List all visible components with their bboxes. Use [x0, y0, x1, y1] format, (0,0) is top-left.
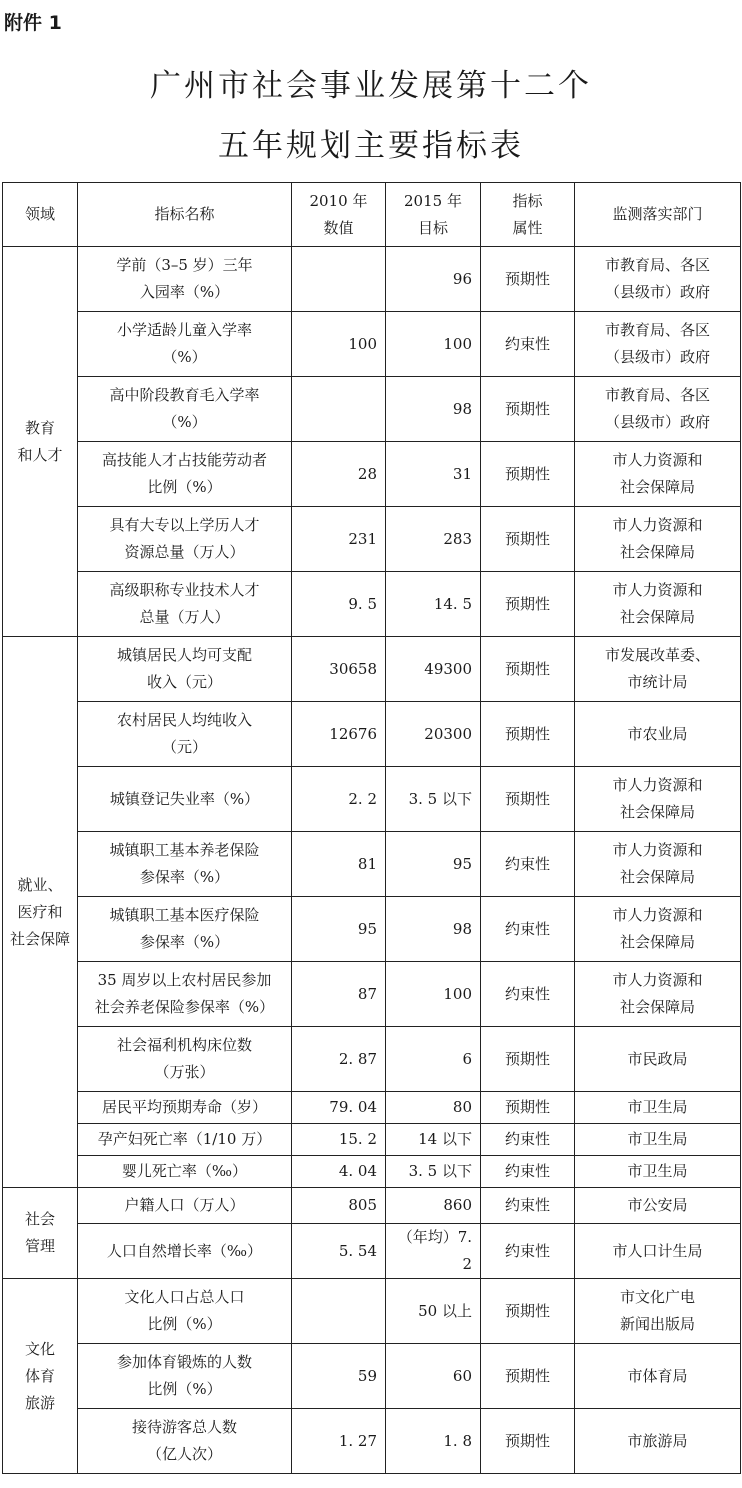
indicator-attribute: 预期性 [481, 442, 575, 507]
table-row [3, 897, 741, 962]
indicator-attribute: 预期性 [481, 377, 575, 442]
table-row [3, 1124, 741, 1156]
value-2010: 2. 2 [292, 767, 386, 832]
indicator-name: 农村居民人均纯收入 （元） [78, 702, 292, 767]
responsible-department: 市公安局 [575, 1188, 741, 1224]
responsible-department: 市农业局 [575, 702, 741, 767]
target-2015: 80 [386, 1092, 481, 1124]
indicator-name: 高中阶段教育毛入学率 （%） [78, 377, 292, 442]
target-2015: 20300 [386, 702, 481, 767]
indicator-attribute: 约束性 [481, 897, 575, 962]
indicator-attribute: 约束性 [481, 312, 575, 377]
value-2010: 30658 [292, 637, 386, 702]
responsible-department: 市发展改革委、 市统计局 [575, 637, 741, 702]
indicator-attribute: 预期性 [481, 1092, 575, 1124]
target-2015: 60 [386, 1344, 481, 1409]
indicator-name: 小学适龄儿童入学率 （%） [78, 312, 292, 377]
indicator-attribute: 预期性 [481, 637, 575, 702]
table-row [3, 1188, 741, 1224]
value-2010 [292, 377, 386, 442]
target-2015: 14. 5 [386, 572, 481, 637]
indicator-attribute: 预期性 [481, 1279, 575, 1344]
header-domain: 领域 [3, 183, 78, 247]
value-2010: 15. 2 [292, 1124, 386, 1156]
page-title-line-1: 广州市社会事业发展第十二个 [150, 68, 592, 104]
indicator-attribute: 预期性 [481, 1344, 575, 1409]
indicator-attribute: 预期性 [481, 507, 575, 572]
target-2015: 95 [386, 832, 481, 897]
indicator-name: 具有大专以上学历人才 资源总量（万人） [78, 507, 292, 572]
value-2010: 805 [292, 1188, 386, 1224]
responsible-department: 市人口计生局 [575, 1224, 741, 1279]
table-row [3, 247, 741, 312]
header-department: 监测落实部门 [575, 183, 741, 247]
table-row [3, 1409, 741, 1474]
table-row [3, 1156, 741, 1188]
target-2015: 3. 5 以下 [386, 767, 481, 832]
indicator-name: 孕产妇死亡率（1/10 万） [78, 1124, 292, 1156]
indicator-name: 接待游客总人数 （亿人次） [78, 1409, 292, 1474]
indicator-name: 居民平均预期寿命（岁） [78, 1092, 292, 1124]
header-2010-value: 2010 年 数值 [292, 183, 386, 247]
value-2010: 1. 27 [292, 1409, 386, 1474]
indicator-name: 高级职称专业技术人才 总量（万人） [78, 572, 292, 637]
domain-cell-education: 教育 和人才 [3, 247, 78, 637]
table-row [3, 312, 741, 377]
responsible-department: 市卫生局 [575, 1124, 741, 1156]
responsible-department: 市人力资源和 社会保障局 [575, 507, 741, 572]
domain-cell-employment-social-security: 就业、 医疗和 社会保障 [3, 637, 78, 1188]
responsible-department: 市教育局、各区 （县级市）政府 [575, 312, 741, 377]
indicator-name: 高技能人才占技能劳动者 比例（%） [78, 442, 292, 507]
attachment-label: 附件 1 [4, 12, 62, 34]
indicator-name: 户籍人口（万人） [78, 1188, 292, 1224]
table-row [3, 572, 741, 637]
indicator-name: 参加体育锻炼的人数 比例（%） [78, 1344, 292, 1409]
value-2010: 79. 04 [292, 1092, 386, 1124]
value-2010: 59 [292, 1344, 386, 1409]
value-2010: 9. 5 [292, 572, 386, 637]
responsible-department: 市人力资源和 社会保障局 [575, 572, 741, 637]
table-row [3, 1344, 741, 1409]
responsible-department: 市人力资源和 社会保障局 [575, 442, 741, 507]
target-2015: 14 以下 [386, 1124, 481, 1156]
target-2015: 49300 [386, 637, 481, 702]
table-header-row [3, 183, 741, 247]
header-2015-target: 2015 年 目标 [386, 183, 481, 247]
responsible-department: 市人力资源和 社会保障局 [575, 897, 741, 962]
indicator-name: 城镇登记失业率（%） [78, 767, 292, 832]
target-2015: 6 [386, 1027, 481, 1092]
target-2015: 98 [386, 897, 481, 962]
indicator-attribute: 约束性 [481, 962, 575, 1027]
indicator-attribute: 约束性 [481, 1124, 575, 1156]
target-2015: 283 [386, 507, 481, 572]
target-2015: 98 [386, 377, 481, 442]
indicator-table [2, 182, 741, 1474]
responsible-department: 市人力资源和 社会保障局 [575, 767, 741, 832]
indicator-name: 35 周岁以上农村居民参加 社会养老保险参保率（%） [78, 962, 292, 1027]
target-2015: 860 [386, 1188, 481, 1224]
responsible-department: 市民政局 [575, 1027, 741, 1092]
value-2010 [292, 1279, 386, 1344]
indicator-attribute: 约束性 [481, 1156, 575, 1188]
indicator-attribute: 预期性 [481, 572, 575, 637]
value-2010: 87 [292, 962, 386, 1027]
value-2010: 81 [292, 832, 386, 897]
value-2010: 5. 54 [292, 1224, 386, 1279]
target-2015: 3. 5 以下 [386, 1156, 481, 1188]
value-2010: 100 [292, 312, 386, 377]
indicator-attribute: 约束性 [481, 832, 575, 897]
responsible-department: 市旅游局 [575, 1409, 741, 1474]
responsible-department: 市卫生局 [575, 1092, 741, 1124]
target-2015: （年均）7. 2 [386, 1224, 481, 1279]
table-row [3, 1279, 741, 1344]
indicator-attribute: 预期性 [481, 1409, 575, 1474]
header-attribute: 指标 属性 [481, 183, 575, 247]
responsible-department: 市体育局 [575, 1344, 741, 1409]
responsible-department: 市教育局、各区 （县级市）政府 [575, 247, 741, 312]
indicator-name: 城镇职工基本医疗保险 参保率（%） [78, 897, 292, 962]
value-2010 [292, 247, 386, 312]
value-2010: 4. 04 [292, 1156, 386, 1188]
table-row [3, 637, 741, 702]
indicator-name: 城镇职工基本养老保险 参保率（%） [78, 832, 292, 897]
header-indicator-name: 指标名称 [78, 183, 292, 247]
target-2015: 100 [386, 312, 481, 377]
indicator-attribute: 预期性 [481, 767, 575, 832]
indicator-attribute: 约束性 [481, 1224, 575, 1279]
indicator-name: 城镇居民人均可支配 收入（元） [78, 637, 292, 702]
responsible-department: 市文化广电 新闻出版局 [575, 1279, 741, 1344]
responsible-department: 市人力资源和 社会保障局 [575, 832, 741, 897]
table-row [3, 1027, 741, 1092]
target-2015: 96 [386, 247, 481, 312]
indicator-name: 婴儿死亡率（‰） [78, 1156, 292, 1188]
table-row [3, 442, 741, 507]
value-2010: 2. 87 [292, 1027, 386, 1092]
table-row [3, 1224, 741, 1279]
table-row [3, 507, 741, 572]
indicator-attribute: 预期性 [481, 247, 575, 312]
value-2010: 12676 [292, 702, 386, 767]
table-row [3, 702, 741, 767]
value-2010: 231 [292, 507, 386, 572]
indicator-name: 文化人口占总人口 比例（%） [78, 1279, 292, 1344]
target-2015: 100 [386, 962, 481, 1027]
indicator-name: 学前（3–5 岁）三年 入园率（%） [78, 247, 292, 312]
target-2015: 1. 8 [386, 1409, 481, 1474]
page-title-line-2: 五年规划主要指标表 [218, 128, 524, 164]
table-row [3, 832, 741, 897]
domain-cell-social-management: 社会 管理 [3, 1188, 78, 1279]
responsible-department: 市教育局、各区 （县级市）政府 [575, 377, 741, 442]
target-2015: 50 以上 [386, 1279, 481, 1344]
domain-cell-culture-sports-tourism: 文化 体育 旅游 [3, 1279, 78, 1474]
table-row [3, 377, 741, 442]
value-2010: 28 [292, 442, 386, 507]
indicator-attribute: 预期性 [481, 1027, 575, 1092]
indicator-attribute: 约束性 [481, 1188, 575, 1224]
value-2010: 95 [292, 897, 386, 962]
indicator-name: 社会福利机构床位数 （万张） [78, 1027, 292, 1092]
responsible-department: 市卫生局 [575, 1156, 741, 1188]
table-row [3, 1092, 741, 1124]
indicator-attribute: 预期性 [481, 702, 575, 767]
responsible-department: 市人力资源和 社会保障局 [575, 962, 741, 1027]
table-row [3, 767, 741, 832]
table-row [3, 962, 741, 1027]
indicator-name: 人口自然增长率（‰） [78, 1224, 292, 1279]
target-2015: 31 [386, 442, 481, 507]
